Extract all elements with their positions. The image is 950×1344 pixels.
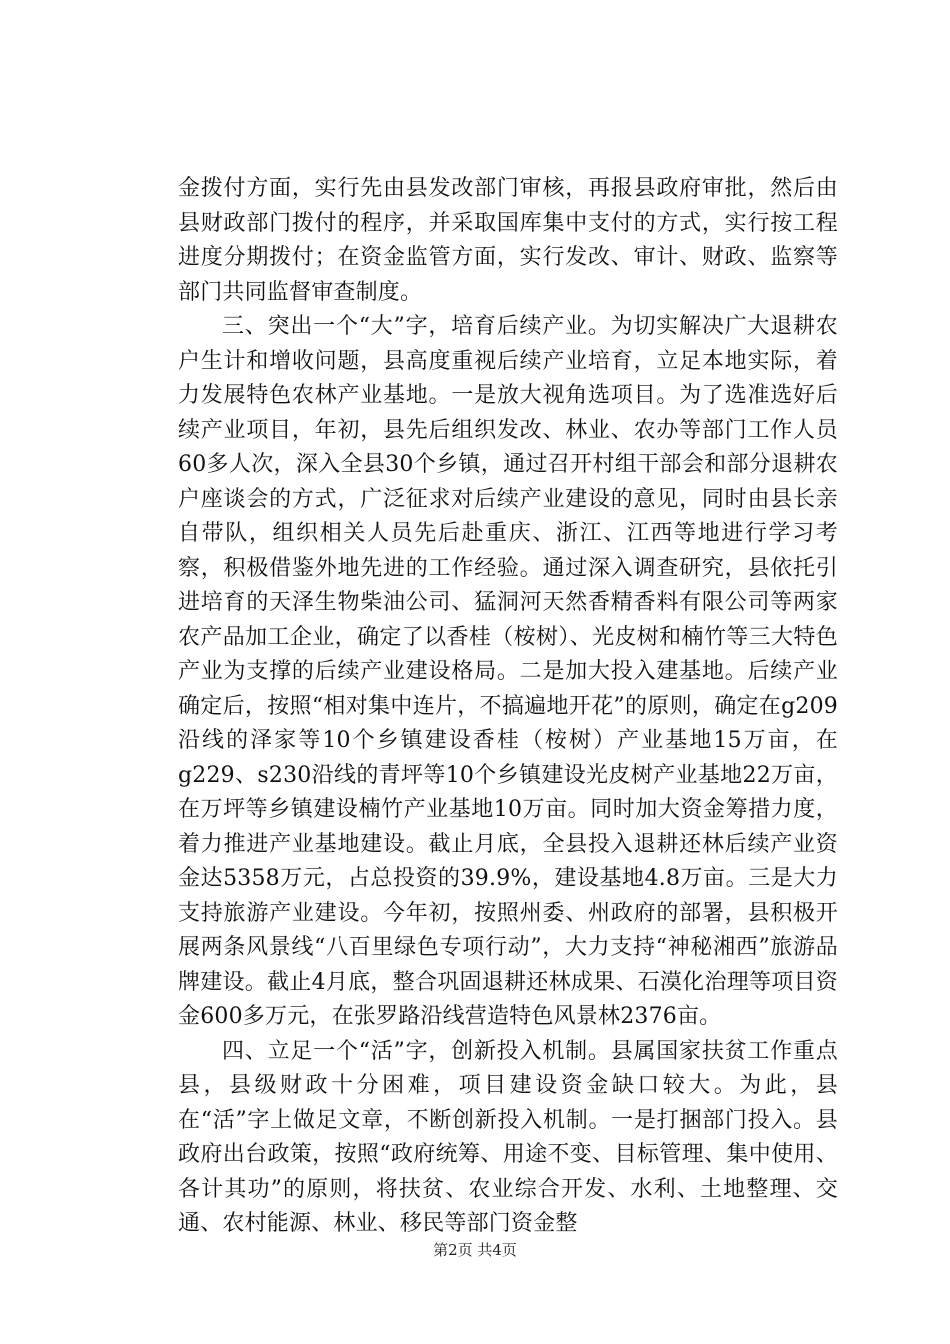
- paragraph-continuation: 金拨付方面，实行先由县发改部门审核，再报县政府审批，然后由县财政部门拨付的程序，并采取国库集中支付的方式，实行按工程进度分期拨付；在资金监管方面，实行发改、审计、财政、监察等部门共同监督审查制度。: [178, 176, 838, 305]
- page-footer: 第2页 共4页: [433, 1241, 517, 1259]
- paragraph-section-three: 三、突出一个“大”字，培育后续产业。为切实解决广大退耕农户生计和增收问题，县高度重视后续产业培育，立足本地实际，着力发展特色农林产业基地。一是放大视角选项目。为了选准选好后续产业项目，年初，县先后组织发改、林业、农办等部门工作人员60多人次，深入全县30个乡镇，通过召开村组干部会和部分退耕农户座谈会的方式，广泛征求对后续产业建设的意见，同时由县长亲自带队，组织相关人员先后赴重庆、浙江、江西等地进行学习考察，积极借鉴外地先进的工作经验。通过深入调查研究，县依托引进培育的天泽生物柴油公司、猛洞河天然香精香料有限公司等两家农产品加工企业，确定了以香桂（桉树）、光皮树和楠竹等三大特色产业为支撑的后续产业建设格局。二是加大投入建基地。后续产业确定后，按照“相对集中连片，不搞遍地开花”的原则，确定在g209沿线的泽家等10个乡镇建设香桂（桉树）产业基地15万亩，在g229、s230沿线的青坪等10个乡镇建设光皮树产业基地22万亩，在万坪等乡镇建设楠竹产业基地10万亩。同时加大资金筹措力度，着力推进产业基地建设。截止月底，全县投入退耕还林后续产业资金达5358万元，占总投资的39.9%，建设基地4.8万亩。三是大力支持旅游产业建设。今年初，按照州委、州政府的部署，县积极开展两条风景线“八百里绿色专项行动”，大力支持“神秘湘西”旅游品牌建设。截止4月底，整合巩固退耕还林成果、石漠化治理等项目资金600多万元，在张罗路沿线营造特色风景林2376亩。: [178, 314, 838, 1029]
- document-body: [178, 172, 838, 1242]
- paragraph-section-four: 四、立足一个“活”字，创新投入机制。县属国家扶贫工作重点县，县级财政十分困难，项目建设资金缺口较大。为此，县在“活”字上做足文章，不断创新投入机制。一是打捆部门投入。县政府出台政策，按照“政府统筹、用途不变、目标管理、集中使用、各计其功”的原则，将扶贫、农业综合开发、水利、土地整理、交通、农村能源、林业、移民等部门资金整: [178, 1038, 838, 1236]
